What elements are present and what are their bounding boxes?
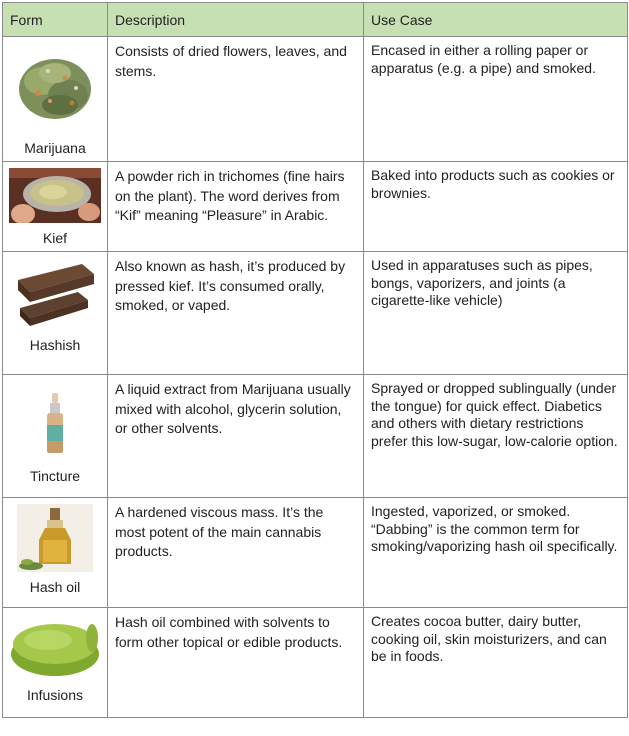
description-cell: Consists of dried flowers, leaves, and stems. bbox=[108, 37, 364, 162]
use-case-cell: Creates cocoa butter, dairy butter, cooking oil, skin moisturizers, and can be in foods. bbox=[364, 608, 628, 718]
form-cell bbox=[3, 498, 108, 608]
header-use-case: Use Case bbox=[364, 3, 628, 37]
use-case-cell: Ingested, vaporized, or smoked. “Dabbing” is the common term for smoking/vaporizing hash oil specifically. bbox=[364, 498, 628, 608]
table-row bbox=[3, 608, 628, 718]
table-row bbox=[3, 37, 628, 162]
form-name: Hashish bbox=[29, 337, 81, 353]
infusion-butter-image bbox=[10, 614, 100, 680]
description-cell: A powder rich in trichomes (fine hairs on the plant). The word derives from “Kif” meaning “Pleasure” in Arabic. bbox=[108, 162, 364, 252]
table-row bbox=[3, 252, 628, 375]
table-row bbox=[3, 162, 628, 252]
form-cell bbox=[3, 252, 108, 375]
description-cell: A liquid extract from Marijuana usually mixed with alcohol, glycerin solution, or other solvents. bbox=[108, 375, 364, 498]
description-cell: A hardened viscous mass. It’s the most potent of the main cannabis products. bbox=[108, 498, 364, 608]
marijuana-bud-image bbox=[10, 43, 100, 133]
use-case-cell: Used in apparatuses such as pipes, bongs, vaporizers, and joints (a cigarette-like vehicle) bbox=[364, 252, 628, 375]
form-name: Infusions bbox=[26, 687, 84, 703]
form-name: Kief bbox=[42, 230, 68, 246]
header-form: Form bbox=[3, 3, 108, 37]
header-description: Description bbox=[108, 3, 364, 37]
table-row bbox=[3, 498, 628, 608]
form-cell bbox=[3, 375, 108, 498]
form-cell bbox=[3, 162, 108, 252]
cannabis-forms-table bbox=[2, 2, 628, 718]
description-cell: Hash oil combined with solvents to form other topical or edible products. bbox=[108, 608, 364, 718]
hashish-bars-image bbox=[12, 258, 98, 330]
use-case-cell: Sprayed or dropped sublingually (under the tongue) for quick effect. Diabetics and others with dietary restrictions prefer this low-sugar, low-calorie option. bbox=[364, 375, 628, 498]
use-case-cell: Encased in either a rolling paper or apparatus (e.g. a pipe) and smoked. bbox=[364, 37, 628, 162]
form-name: Marijuana bbox=[24, 140, 86, 156]
tincture-bottle-image bbox=[40, 391, 70, 457]
form-name: Tincture bbox=[29, 468, 81, 484]
hash-oil-bottle-image bbox=[17, 504, 93, 572]
table-row bbox=[3, 375, 628, 498]
form-name: Hash oil bbox=[29, 579, 81, 595]
form-cell bbox=[3, 37, 108, 162]
form-cell bbox=[3, 608, 108, 718]
description-cell: Also known as hash, it’s produced by pressed kief. It’s consumed orally, smoked, or vaped. bbox=[108, 252, 364, 375]
kief-grinder-image bbox=[9, 168, 101, 223]
header-row bbox=[3, 3, 628, 37]
use-case-cell: Baked into products such as cookies or brownies. bbox=[364, 162, 628, 252]
